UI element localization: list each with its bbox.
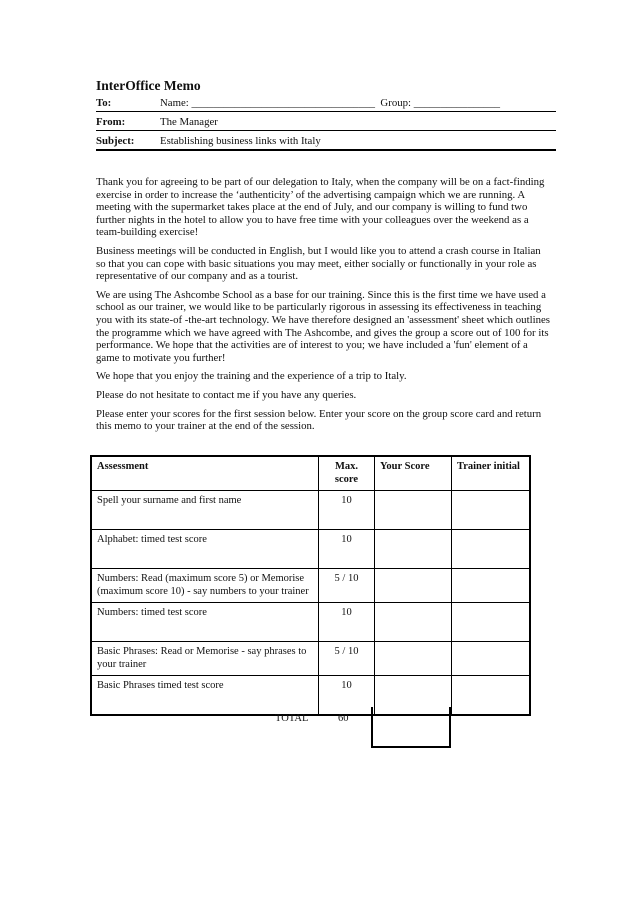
header-assessment: Assessment — [91, 456, 319, 491]
table-row — [91, 530, 530, 569]
from-value: The Manager — [160, 116, 218, 128]
subject-value: Establishing business links with Italy — [160, 135, 321, 147]
assessment-cell: Alphabet: timed test score — [91, 530, 319, 569]
table-row — [91, 491, 530, 530]
max-score-cell: 10 — [319, 676, 375, 715]
max-score-cell: 10 — [319, 491, 375, 530]
header-your-score: Your Score — [375, 456, 452, 491]
assessment-cell: Basic Phrases: Read or Memorise - say phrases to your trainer — [91, 642, 319, 676]
memo-body — [96, 176, 551, 439]
trainer-initial-cell[interactable] — [452, 569, 531, 603]
header-divider — [96, 111, 556, 112]
table-header-row — [91, 456, 530, 491]
header-bottom-rule — [96, 149, 556, 151]
header-divider — [96, 130, 556, 131]
table-row — [91, 642, 530, 676]
total-label: TOTAL — [275, 713, 309, 724]
your-score-cell[interactable] — [375, 642, 452, 676]
trainer-initial-cell[interactable] — [452, 491, 531, 530]
table-row — [91, 603, 530, 642]
max-score-cell: 10 — [319, 603, 375, 642]
from-label: From: — [96, 116, 126, 128]
trainer-initial-cell[interactable] — [452, 676, 531, 715]
your-score-cell[interactable] — [375, 530, 452, 569]
paragraph: Please enter your scores for the first session below. Enter your score on the group score card and return this memo to your trainer at the end of the session. — [96, 407, 542, 433]
to-value: Name: __________________________________ Group: ________________ — [160, 97, 501, 109]
assessment-cell: Basic Phrases timed test score — [91, 676, 319, 715]
table-row — [91, 676, 530, 715]
paragraph: We are using The Ashcombe School as a base for our training. Since this is the first time we have used a school as our trainer, we would like to be particularly rigorous in assessing its effectiveness in teaching you with its state-of -the-art technology. We have therefore designed an 'assessment' sheet which outlines the programme which we have agreed with The Ashcombe, and gives the group a score out of 100 for its performance. We hope that the activities are of interest to you; we have included a 'fun' element of a game to motivate you further! — [96, 288, 550, 364]
assessment-cell: Numbers: Read (maximum score 5) or Memorise (maximum score 10) - say numbers to your trainer — [91, 569, 319, 603]
max-score-cell: 5 / 10 — [319, 569, 375, 603]
table-row — [91, 569, 530, 603]
your-score-cell[interactable] — [375, 491, 452, 530]
assessment-table — [90, 455, 531, 716]
total-max-score: 60 — [338, 713, 349, 724]
max-score-cell: 10 — [319, 530, 375, 569]
your-score-cell[interactable] — [375, 603, 452, 642]
paragraph: We hope that you enjoy the training and the experience of a trip to Italy. — [96, 370, 407, 383]
subject-label: Subject: — [96, 135, 135, 147]
total-score-box[interactable] — [371, 707, 451, 748]
to-label: To: — [96, 97, 112, 109]
trainer-initial-cell[interactable] — [452, 603, 531, 642]
assessment-cell: Numbers: timed test score — [91, 603, 319, 642]
memo-title: InterOffice Memo — [96, 78, 201, 93]
header-trainer-initial: Trainer initial — [452, 456, 531, 491]
your-score-cell[interactable] — [375, 569, 452, 603]
paragraph: Business meetings will be conducted in English, but I would like you to attend a crash course in Italian so that you can cope with basic situations you may meet, either socially or functionally in your role as representative of our company and as a tourist. — [96, 244, 541, 283]
header-max-score: Max. score — [319, 456, 375, 491]
trainer-initial-cell[interactable] — [452, 642, 531, 676]
paragraph: Please do not hesitate to contact me if you have any queries. — [96, 388, 357, 401]
trainer-initial-cell[interactable] — [452, 530, 531, 569]
assessment-cell: Spell your surname and first name — [91, 491, 319, 530]
max-score-cell: 5 / 10 — [319, 642, 375, 676]
paragraph: Thank you for agreeing to be part of our delegation to Italy, when the company will be on a fact-finding exercise in order to increase the ‘authenticity’ of the advertising campaign which we are running. A meeting with the supermarket takes place at the end of July, and our company is willing to fund two further nights in the hotel to allow you to have free time with your colleagues over the weekend as a team-building exercise! — [96, 176, 545, 239]
